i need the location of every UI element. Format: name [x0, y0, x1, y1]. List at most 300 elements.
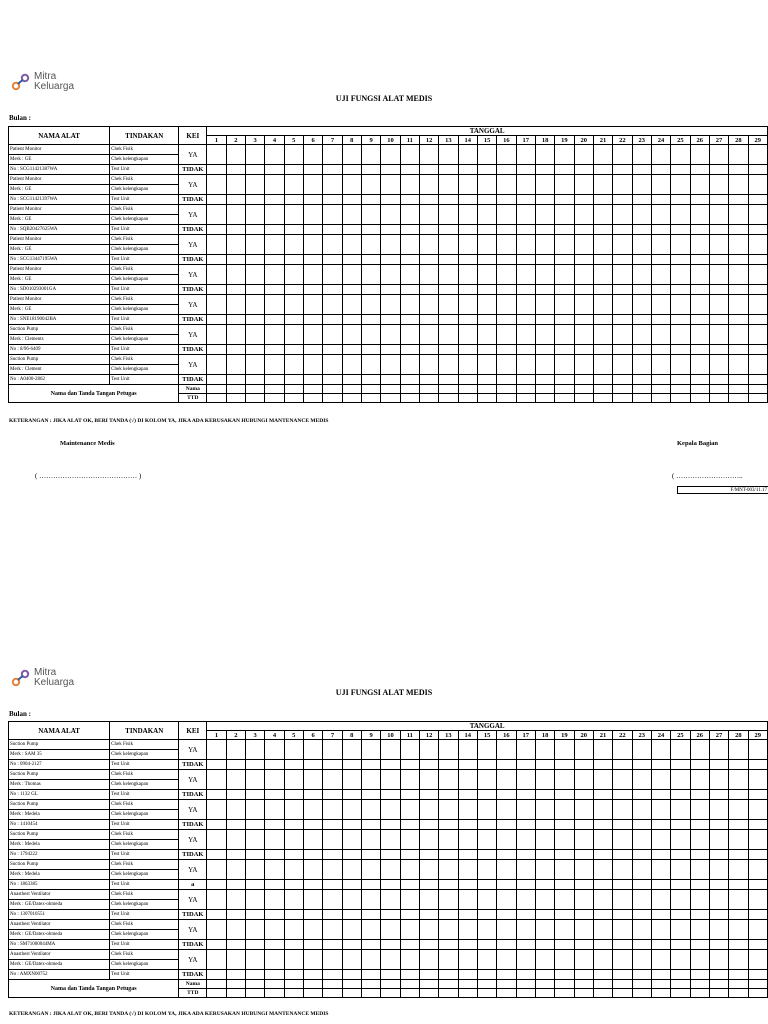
- check-cell-tidak[interactable]: [323, 880, 342, 890]
- nama-cell[interactable]: [497, 980, 516, 989]
- ttd-cell[interactable]: [574, 989, 593, 998]
- check-cell-ya[interactable]: [477, 830, 496, 850]
- check-cell-tidak[interactable]: [207, 760, 226, 770]
- check-cell-ya[interactable]: [207, 890, 226, 910]
- check-cell-ya[interactable]: [709, 740, 728, 760]
- check-cell-tidak[interactable]: [593, 790, 612, 800]
- check-cell-tidak[interactable]: [729, 760, 748, 770]
- check-cell-ya[interactable]: [709, 950, 728, 970]
- check-cell-ya[interactable]: [535, 830, 554, 850]
- check-cell-tidak[interactable]: [323, 970, 342, 980]
- check-cell-tidak[interactable]: [651, 940, 670, 950]
- check-cell-tidak[interactable]: [632, 970, 651, 980]
- check-cell-tidak[interactable]: [419, 820, 438, 830]
- check-cell-ya[interactable]: [265, 770, 284, 790]
- ttd-cell[interactable]: [497, 989, 516, 998]
- check-cell-tidak[interactable]: [709, 760, 728, 770]
- check-cell-tidak[interactable]: [690, 880, 709, 890]
- check-cell-tidak[interactable]: [207, 970, 226, 980]
- check-cell-tidak[interactable]: [439, 790, 458, 800]
- check-cell-tidak[interactable]: [400, 760, 419, 770]
- check-cell-tidak[interactable]: [555, 970, 574, 980]
- nama-cell[interactable]: [709, 980, 728, 989]
- check-cell-tidak[interactable]: [729, 940, 748, 950]
- check-cell-ya[interactable]: [458, 920, 477, 940]
- check-cell-tidak[interactable]: [439, 940, 458, 950]
- check-cell-ya[interactable]: [303, 800, 322, 820]
- check-cell-tidak[interactable]: [361, 850, 380, 860]
- check-cell-ya[interactable]: [207, 830, 226, 850]
- check-cell-tidak[interactable]: [400, 940, 419, 950]
- check-cell-tidak[interactable]: [497, 760, 516, 770]
- check-cell-tidak[interactable]: [651, 760, 670, 770]
- nama-cell[interactable]: [303, 980, 322, 989]
- check-cell-ya[interactable]: [593, 830, 612, 850]
- check-cell-tidak[interactable]: [226, 880, 245, 890]
- check-cell-tidak[interactable]: [361, 790, 380, 800]
- check-cell-ya[interactable]: [535, 890, 554, 910]
- check-cell-ya[interactable]: [284, 830, 303, 850]
- check-cell-ya[interactable]: [381, 830, 400, 850]
- check-cell-ya[interactable]: [226, 770, 245, 790]
- check-cell-ya[interactable]: [245, 920, 264, 940]
- check-cell-tidak[interactable]: [265, 880, 284, 890]
- check-cell-tidak[interactable]: [381, 850, 400, 860]
- check-cell-ya[interactable]: [632, 860, 651, 880]
- check-cell-ya[interactable]: [284, 890, 303, 910]
- check-cell-tidak[interactable]: [651, 910, 670, 920]
- nama-cell[interactable]: [651, 980, 670, 989]
- check-cell-ya[interactable]: [419, 890, 438, 910]
- check-cell-ya[interactable]: [458, 830, 477, 850]
- check-cell-ya[interactable]: [226, 950, 245, 970]
- check-cell-tidak[interactable]: [419, 910, 438, 920]
- ttd-cell[interactable]: [381, 989, 400, 998]
- check-cell-ya[interactable]: [729, 800, 748, 820]
- check-cell-ya[interactable]: [226, 920, 245, 940]
- check-cell-tidak[interactable]: [671, 940, 690, 950]
- check-cell-tidak[interactable]: [690, 820, 709, 830]
- check-cell-tidak[interactable]: [245, 910, 264, 920]
- check-cell-ya[interactable]: [303, 770, 322, 790]
- check-cell-ya[interactable]: [555, 920, 574, 940]
- check-cell-ya[interactable]: [748, 920, 767, 940]
- check-cell-ya[interactable]: [748, 740, 767, 760]
- check-cell-tidak[interactable]: [709, 910, 728, 920]
- check-cell-ya[interactable]: [458, 800, 477, 820]
- check-cell-ya[interactable]: [516, 830, 535, 850]
- check-cell-ya[interactable]: [323, 800, 342, 820]
- check-cell-tidak[interactable]: [535, 760, 554, 770]
- ttd-cell[interactable]: [303, 989, 322, 998]
- check-cell-tidak[interactable]: [729, 970, 748, 980]
- check-cell-ya[interactable]: [207, 770, 226, 790]
- check-cell-ya[interactable]: [593, 740, 612, 760]
- check-cell-tidak[interactable]: [323, 790, 342, 800]
- nama-cell[interactable]: [555, 980, 574, 989]
- check-cell-tidak[interactable]: [303, 880, 322, 890]
- check-cell-ya[interactable]: [497, 890, 516, 910]
- check-cell-tidak[interactable]: [342, 880, 361, 890]
- check-cell-ya[interactable]: [207, 860, 226, 880]
- check-cell-tidak[interactable]: [361, 910, 380, 920]
- check-cell-tidak[interactable]: [671, 820, 690, 830]
- check-cell-ya[interactable]: [709, 800, 728, 820]
- check-cell-tidak[interactable]: [342, 970, 361, 980]
- nama-cell[interactable]: [632, 980, 651, 989]
- check-cell-ya[interactable]: [632, 800, 651, 820]
- nama-cell[interactable]: [207, 980, 226, 989]
- check-cell-tidak[interactable]: [690, 790, 709, 800]
- ttd-cell[interactable]: [535, 989, 554, 998]
- check-cell-ya[interactable]: [381, 920, 400, 940]
- ttd-cell[interactable]: [593, 989, 612, 998]
- check-cell-ya[interactable]: [361, 950, 380, 970]
- check-cell-ya[interactable]: [245, 830, 264, 850]
- check-cell-tidak[interactable]: [535, 820, 554, 830]
- check-cell-ya[interactable]: [709, 890, 728, 910]
- check-cell-ya[interactable]: [439, 800, 458, 820]
- check-cell-tidak[interactable]: [555, 790, 574, 800]
- nama-cell[interactable]: [535, 980, 554, 989]
- check-cell-ya[interactable]: [555, 740, 574, 760]
- check-cell-ya[interactable]: [361, 920, 380, 940]
- nama-cell[interactable]: [593, 980, 612, 989]
- check-cell-ya[interactable]: [439, 770, 458, 790]
- check-cell-tidak[interactable]: [497, 820, 516, 830]
- check-cell-ya[interactable]: [265, 800, 284, 820]
- check-cell-tidak[interactable]: [535, 850, 554, 860]
- check-cell-ya[interactable]: [207, 740, 226, 760]
- ttd-cell[interactable]: [265, 989, 284, 998]
- check-cell-tidak[interactable]: [419, 850, 438, 860]
- check-cell-ya[interactable]: [632, 770, 651, 790]
- check-cell-ya[interactable]: [535, 860, 554, 880]
- nama-cell[interactable]: [477, 980, 496, 989]
- check-cell-tidak[interactable]: [439, 820, 458, 830]
- check-cell-tidak[interactable]: [516, 850, 535, 860]
- check-cell-ya[interactable]: [284, 920, 303, 940]
- check-cell-ya[interactable]: [555, 860, 574, 880]
- check-cell-tidak[interactable]: [439, 880, 458, 890]
- check-cell-ya[interactable]: [245, 950, 264, 970]
- check-cell-tidak[interactable]: [574, 850, 593, 860]
- check-cell-tidak[interactable]: [593, 850, 612, 860]
- check-cell-tidak[interactable]: [458, 790, 477, 800]
- check-cell-tidak[interactable]: [458, 850, 477, 860]
- check-cell-ya[interactable]: [690, 950, 709, 970]
- check-cell-ya[interactable]: [709, 770, 728, 790]
- check-cell-ya[interactable]: [245, 890, 264, 910]
- check-cell-tidak[interactable]: [245, 880, 264, 890]
- check-cell-ya[interactable]: [207, 800, 226, 820]
- check-cell-tidak[interactable]: [284, 880, 303, 890]
- check-cell-tidak[interactable]: [477, 940, 496, 950]
- check-cell-ya[interactable]: [748, 800, 767, 820]
- ttd-cell[interactable]: [342, 989, 361, 998]
- check-cell-tidak[interactable]: [303, 760, 322, 770]
- check-cell-ya[interactable]: [516, 770, 535, 790]
- check-cell-ya[interactable]: [439, 920, 458, 940]
- check-cell-tidak[interactable]: [748, 760, 767, 770]
- check-cell-tidak[interactable]: [613, 970, 632, 980]
- check-cell-ya[interactable]: [477, 890, 496, 910]
- check-cell-ya[interactable]: [419, 800, 438, 820]
- check-cell-tidak[interactable]: [709, 850, 728, 860]
- check-cell-tidak[interactable]: [671, 790, 690, 800]
- check-cell-ya[interactable]: [439, 950, 458, 970]
- check-cell-tidak[interactable]: [245, 820, 264, 830]
- check-cell-tidak[interactable]: [497, 910, 516, 920]
- check-cell-tidak[interactable]: [265, 970, 284, 980]
- check-cell-ya[interactable]: [516, 740, 535, 760]
- check-cell-tidak[interactable]: [477, 910, 496, 920]
- check-cell-tidak[interactable]: [207, 790, 226, 800]
- check-cell-tidak[interactable]: [323, 940, 342, 950]
- ttd-cell[interactable]: [613, 989, 632, 998]
- check-cell-ya[interactable]: [651, 770, 670, 790]
- check-cell-tidak[interactable]: [613, 940, 632, 950]
- ttd-cell[interactable]: [709, 989, 728, 998]
- check-cell-ya[interactable]: [671, 800, 690, 820]
- check-cell-tidak[interactable]: [245, 850, 264, 860]
- check-cell-tidak[interactable]: [400, 850, 419, 860]
- ttd-cell[interactable]: [651, 989, 670, 998]
- check-cell-ya[interactable]: [729, 830, 748, 850]
- check-cell-tidak[interactable]: [381, 940, 400, 950]
- check-cell-tidak[interactable]: [593, 820, 612, 830]
- check-cell-ya[interactable]: [748, 890, 767, 910]
- check-cell-tidak[interactable]: [497, 790, 516, 800]
- check-cell-ya[interactable]: [593, 770, 612, 790]
- check-cell-tidak[interactable]: [323, 760, 342, 770]
- check-cell-ya[interactable]: [439, 860, 458, 880]
- check-cell-tidak[interactable]: [265, 760, 284, 770]
- check-cell-ya[interactable]: [613, 950, 632, 970]
- check-cell-tidak[interactable]: [226, 790, 245, 800]
- check-cell-tidak[interactable]: [748, 820, 767, 830]
- check-cell-tidak[interactable]: [516, 880, 535, 890]
- check-cell-ya[interactable]: [284, 800, 303, 820]
- nama-cell[interactable]: [748, 980, 767, 989]
- check-cell-tidak[interactable]: [516, 970, 535, 980]
- check-cell-tidak[interactable]: [651, 820, 670, 830]
- check-cell-tidak[interactable]: [574, 970, 593, 980]
- check-cell-tidak[interactable]: [458, 820, 477, 830]
- check-cell-ya[interactable]: [574, 830, 593, 850]
- check-cell-tidak[interactable]: [516, 760, 535, 770]
- check-cell-ya[interactable]: [535, 920, 554, 940]
- check-cell-tidak[interactable]: [303, 910, 322, 920]
- check-cell-tidak[interactable]: [342, 760, 361, 770]
- check-cell-ya[interactable]: [632, 890, 651, 910]
- check-cell-tidak[interactable]: [303, 970, 322, 980]
- check-cell-ya[interactable]: [613, 740, 632, 760]
- check-cell-ya[interactable]: [207, 950, 226, 970]
- check-cell-ya[interactable]: [729, 740, 748, 760]
- check-cell-tidak[interactable]: [632, 790, 651, 800]
- check-cell-ya[interactable]: [555, 770, 574, 790]
- check-cell-tidak[interactable]: [729, 850, 748, 860]
- check-cell-ya[interactable]: [303, 920, 322, 940]
- check-cell-ya[interactable]: [613, 830, 632, 850]
- check-cell-ya[interactable]: [497, 800, 516, 820]
- check-cell-tidak[interactable]: [574, 760, 593, 770]
- check-cell-ya[interactable]: [400, 830, 419, 850]
- check-cell-ya[interactable]: [748, 860, 767, 880]
- check-cell-ya[interactable]: [671, 770, 690, 790]
- check-cell-ya[interactable]: [419, 740, 438, 760]
- check-cell-tidak[interactable]: [555, 760, 574, 770]
- check-cell-ya[interactable]: [632, 950, 651, 970]
- check-cell-ya[interactable]: [303, 890, 322, 910]
- check-cell-tidak[interactable]: [303, 850, 322, 860]
- check-cell-ya[interactable]: [671, 860, 690, 880]
- check-cell-tidak[interactable]: [748, 940, 767, 950]
- check-cell-tidak[interactable]: [419, 880, 438, 890]
- nama-cell[interactable]: [265, 980, 284, 989]
- check-cell-ya[interactable]: [651, 860, 670, 880]
- check-cell-ya[interactable]: [342, 890, 361, 910]
- check-cell-tidak[interactable]: [265, 850, 284, 860]
- check-cell-ya[interactable]: [748, 770, 767, 790]
- check-cell-tidak[interactable]: [729, 820, 748, 830]
- check-cell-ya[interactable]: [632, 920, 651, 940]
- check-cell-tidak[interactable]: [226, 850, 245, 860]
- check-cell-tidak[interactable]: [535, 940, 554, 950]
- check-cell-tidak[interactable]: [381, 820, 400, 830]
- check-cell-ya[interactable]: [535, 740, 554, 760]
- check-cell-ya[interactable]: [342, 950, 361, 970]
- check-cell-ya[interactable]: [439, 890, 458, 910]
- check-cell-tidak[interactable]: [226, 940, 245, 950]
- check-cell-tidak[interactable]: [477, 850, 496, 860]
- check-cell-ya[interactable]: [400, 920, 419, 940]
- check-cell-tidak[interactable]: [555, 940, 574, 950]
- check-cell-ya[interactable]: [535, 770, 554, 790]
- check-cell-tidak[interactable]: [748, 880, 767, 890]
- ttd-cell[interactable]: [226, 989, 245, 998]
- check-cell-ya[interactable]: [477, 950, 496, 970]
- check-cell-ya[interactable]: [342, 770, 361, 790]
- check-cell-ya[interactable]: [613, 920, 632, 940]
- check-cell-ya[interactable]: [458, 860, 477, 880]
- check-cell-tidak[interactable]: [497, 880, 516, 890]
- check-cell-tidak[interactable]: [651, 970, 670, 980]
- check-cell-ya[interactable]: [323, 890, 342, 910]
- check-cell-tidak[interactable]: [671, 970, 690, 980]
- check-cell-ya[interactable]: [497, 830, 516, 850]
- check-cell-tidak[interactable]: [516, 820, 535, 830]
- check-cell-ya[interactable]: [477, 800, 496, 820]
- check-cell-tidak[interactable]: [419, 790, 438, 800]
- check-cell-tidak[interactable]: [400, 880, 419, 890]
- check-cell-ya[interactable]: [381, 800, 400, 820]
- ttd-cell[interactable]: [400, 989, 419, 998]
- check-cell-ya[interactable]: [690, 770, 709, 790]
- check-cell-tidak[interactable]: [555, 850, 574, 860]
- nama-cell[interactable]: [400, 980, 419, 989]
- check-cell-tidak[interactable]: [613, 910, 632, 920]
- check-cell-tidak[interactable]: [303, 820, 322, 830]
- nama-cell[interactable]: [245, 980, 264, 989]
- check-cell-ya[interactable]: [342, 800, 361, 820]
- ttd-cell[interactable]: [323, 989, 342, 998]
- check-cell-tidak[interactable]: [729, 790, 748, 800]
- check-cell-ya[interactable]: [593, 860, 612, 880]
- check-cell-ya[interactable]: [593, 890, 612, 910]
- check-cell-tidak[interactable]: [323, 850, 342, 860]
- check-cell-tidak[interactable]: [535, 910, 554, 920]
- nama-cell[interactable]: [381, 980, 400, 989]
- check-cell-tidak[interactable]: [477, 880, 496, 890]
- check-cell-ya[interactable]: [400, 800, 419, 820]
- check-cell-tidak[interactable]: [748, 910, 767, 920]
- ttd-cell[interactable]: [690, 989, 709, 998]
- check-cell-tidak[interactable]: [613, 880, 632, 890]
- check-cell-ya[interactable]: [729, 770, 748, 790]
- check-cell-ya[interactable]: [709, 860, 728, 880]
- check-cell-tidak[interactable]: [632, 910, 651, 920]
- ttd-cell[interactable]: [516, 989, 535, 998]
- check-cell-ya[interactable]: [323, 740, 342, 760]
- check-cell-ya[interactable]: [671, 830, 690, 850]
- check-cell-tidak[interactable]: [342, 820, 361, 830]
- check-cell-tidak[interactable]: [284, 910, 303, 920]
- check-cell-ya[interactable]: [323, 860, 342, 880]
- check-cell-tidak[interactable]: [555, 820, 574, 830]
- check-cell-tidak[interactable]: [497, 970, 516, 980]
- check-cell-ya[interactable]: [458, 890, 477, 910]
- check-cell-ya[interactable]: [497, 920, 516, 940]
- ttd-cell[interactable]: [284, 989, 303, 998]
- check-cell-tidak[interactable]: [265, 910, 284, 920]
- check-cell-tidak[interactable]: [323, 820, 342, 830]
- check-cell-ya[interactable]: [729, 860, 748, 880]
- check-cell-tidak[interactable]: [477, 790, 496, 800]
- check-cell-tidak[interactable]: [477, 820, 496, 830]
- check-cell-tidak[interactable]: [245, 790, 264, 800]
- check-cell-tidak[interactable]: [729, 910, 748, 920]
- check-cell-tidak[interactable]: [477, 970, 496, 980]
- check-cell-ya[interactable]: [245, 740, 264, 760]
- check-cell-tidak[interactable]: [284, 850, 303, 860]
- ttd-cell[interactable]: [748, 989, 767, 998]
- check-cell-ya[interactable]: [361, 830, 380, 850]
- check-cell-ya[interactable]: [265, 860, 284, 880]
- check-cell-tidak[interactable]: [516, 910, 535, 920]
- check-cell-ya[interactable]: [303, 950, 322, 970]
- check-cell-ya[interactable]: [593, 920, 612, 940]
- check-cell-ya[interactable]: [497, 740, 516, 760]
- check-cell-tidak[interactable]: [593, 760, 612, 770]
- check-cell-tidak[interactable]: [265, 940, 284, 950]
- check-cell-ya[interactable]: [574, 860, 593, 880]
- check-cell-tidak[interactable]: [574, 880, 593, 890]
- check-cell-tidak[interactable]: [535, 880, 554, 890]
- check-cell-ya[interactable]: [574, 740, 593, 760]
- check-cell-ya[interactable]: [265, 920, 284, 940]
- check-cell-tidak[interactable]: [555, 880, 574, 890]
- check-cell-ya[interactable]: [651, 830, 670, 850]
- check-cell-tidak[interactable]: [284, 790, 303, 800]
- check-cell-ya[interactable]: [555, 830, 574, 850]
- check-cell-ya[interactable]: [400, 890, 419, 910]
- check-cell-tidak[interactable]: [226, 970, 245, 980]
- check-cell-ya[interactable]: [419, 920, 438, 940]
- check-cell-ya[interactable]: [284, 860, 303, 880]
- check-cell-ya[interactable]: [574, 920, 593, 940]
